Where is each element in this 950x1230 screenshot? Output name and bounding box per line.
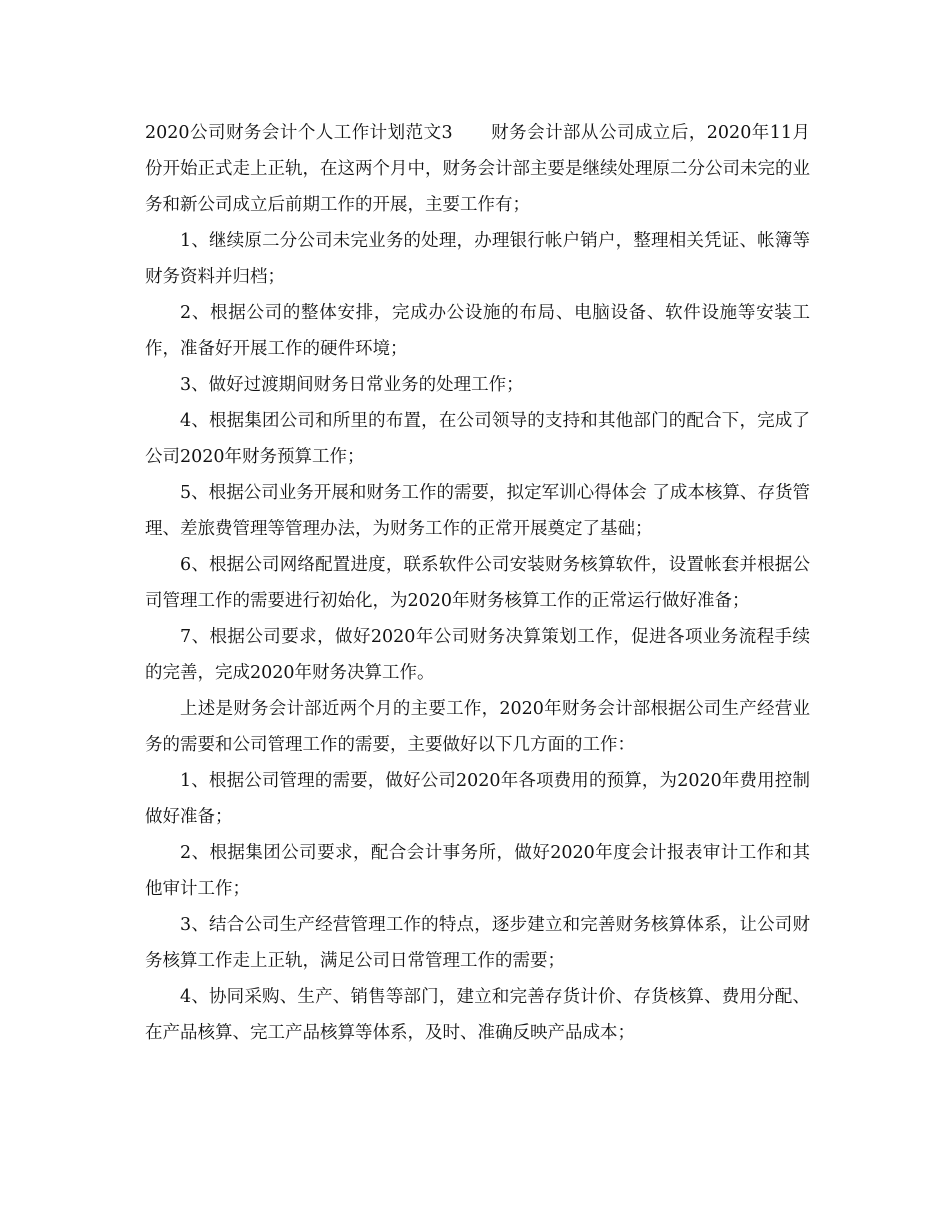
done-item-6: 6、根据公司网络配置进度，联系软件公司安装财务核算软件，设置帐套并根据公司管理工作的需要进行初始化，为2020年财务核算工作的正常运行做好准备； [145, 555, 810, 611]
done-item-5: 5、根据公司业务开展和财务工作的需要，拟定军训心得体会 了成本核算、存货管理、差旅费管理等管理办法，为财务工作的正常开展奠定了基础； [145, 483, 810, 539]
summary-paragraph: 上述是财务会计部近两个月的主要工作，2020年财务会计部根据公司生产经营业务的需要和公司管理工作的需要，主要做好以下几方面的工作： [145, 699, 810, 755]
plan-item-4: 4、协同采购、生产、销售等部门，建立和完善存货计价、存货核算、费用分配、在产品核算、完工产品核算等体系，及时、准确反映产品成本； [145, 987, 810, 1043]
done-item-3: 3、做好过渡期间财务日常业务的处理工作； [180, 375, 524, 395]
intro-paragraph [145, 115, 810, 223]
intro-text: 财务会计部从公司成立后，2020年11月份开始正式走上正轨，在这两个月中，财务会计部主要是继续处理原二分公司未完的业务和新公司成立后前期工作的开展，主要工作有； [145, 123, 810, 215]
plan-item-2: 2、根据集团公司要求，配合会计事务所，做好2020年度会计报表审计工作和其他审计工作； [145, 843, 810, 899]
done-item-7: 7、根据公司要求，做好2020年公司财务决算策划工作，促进各项业务流程手续的完善，完成2020年财务决算工作。 [145, 627, 810, 683]
done-item-1: 1、继续原二分公司未完业务的处理，办理银行帐户销户，整理相关凭证、帐簿等财务资料并归档； [145, 231, 810, 287]
plan-item-3: 3、结合公司生产经营管理工作的特点，逐步建立和完善财务核算体系，让公司财务核算工作走上正轨，满足公司日常管理工作的需要； [145, 915, 810, 971]
document-body [145, 115, 810, 1051]
done-item-4: 4、根据集团公司和所里的布置，在公司领导的支持和其他部门的配合下，完成了公司2020年财务预算工作； [145, 411, 810, 467]
document-title: 2020公司财务会计个人工作计划范文3 [145, 123, 453, 143]
plan-item-1: 1、根据公司管理的需要，做好公司2020年各项费用的预算，为2020年费用控制做好准备； [145, 771, 810, 827]
done-item-2: 2、根据公司的整体安排，完成办公设施的布局、电脑设备、软件设施等安装工作，准备好开展工作的硬件环境； [145, 303, 810, 359]
